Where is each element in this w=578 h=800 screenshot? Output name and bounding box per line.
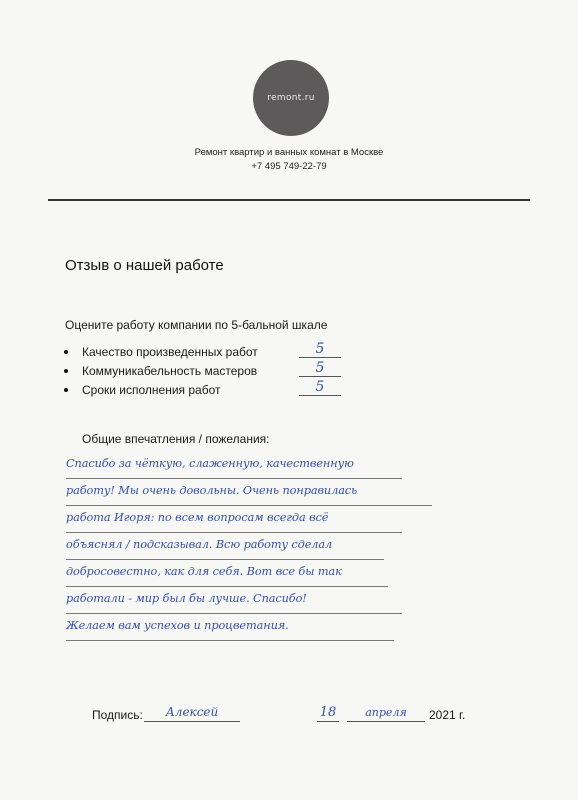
impressions-line: объяснял / подсказывал. Всю работу сделал [66,533,384,560]
bullet-icon [64,350,68,354]
impressions-line: работу! Мы очень довольны. Очень понравилась [66,479,432,506]
impressions-label: Общие впечатления / пожелания: [82,432,270,446]
impressions-line: работали - мир был бы лучше. Спасибо! [66,587,402,614]
impressions-text-area[interactable] [66,452,416,641]
impressions-line: Спасибо за чёткую, слаженную, качественную [66,452,402,479]
bullet-icon [64,369,68,373]
impressions-line: Желаем вам успехов и процветания. [66,614,394,641]
form-title: Отзыв о нашей работе [65,257,224,274]
date-month-field[interactable]: апреля [347,704,425,722]
impressions-line: добросовестно, как для себя. Вот все бы так [66,560,388,587]
score-field[interactable]: 5 [299,380,341,396]
header-divider [48,199,530,201]
bullet-icon [64,388,68,392]
criterion-label: Коммуникабельность мастеров [82,363,258,378]
rating-intro: Оцените работу компании по 5-бальной шкале [65,318,328,332]
signature-label: Подпись: [92,708,143,722]
criterion-label: Сроки исполнения работ [82,382,221,397]
company-tagline: Ремонт квартир и ванных комнат в Москве [194,147,384,158]
criterion-deadlines [62,380,362,399]
score-field[interactable]: 5 [299,342,341,358]
score-field[interactable]: 5 [299,361,341,377]
impressions-line: работа Игоря: по всем вопросам всегда всё [66,506,402,533]
date-day-field[interactable]: 18 [317,704,339,722]
criteria-list [62,342,362,399]
date-year-label: 2021 г. [429,708,466,722]
company-logo [253,60,329,136]
company-phone: +7 495 749-22-79 [251,161,327,172]
criterion-communication [62,361,362,380]
logo-text: remont.ru [267,93,315,103]
signature-date-row [92,704,492,726]
signature-field[interactable]: Алексей [144,704,240,722]
criterion-label: Качество произведенных работ [82,344,258,359]
criterion-quality [62,342,362,361]
